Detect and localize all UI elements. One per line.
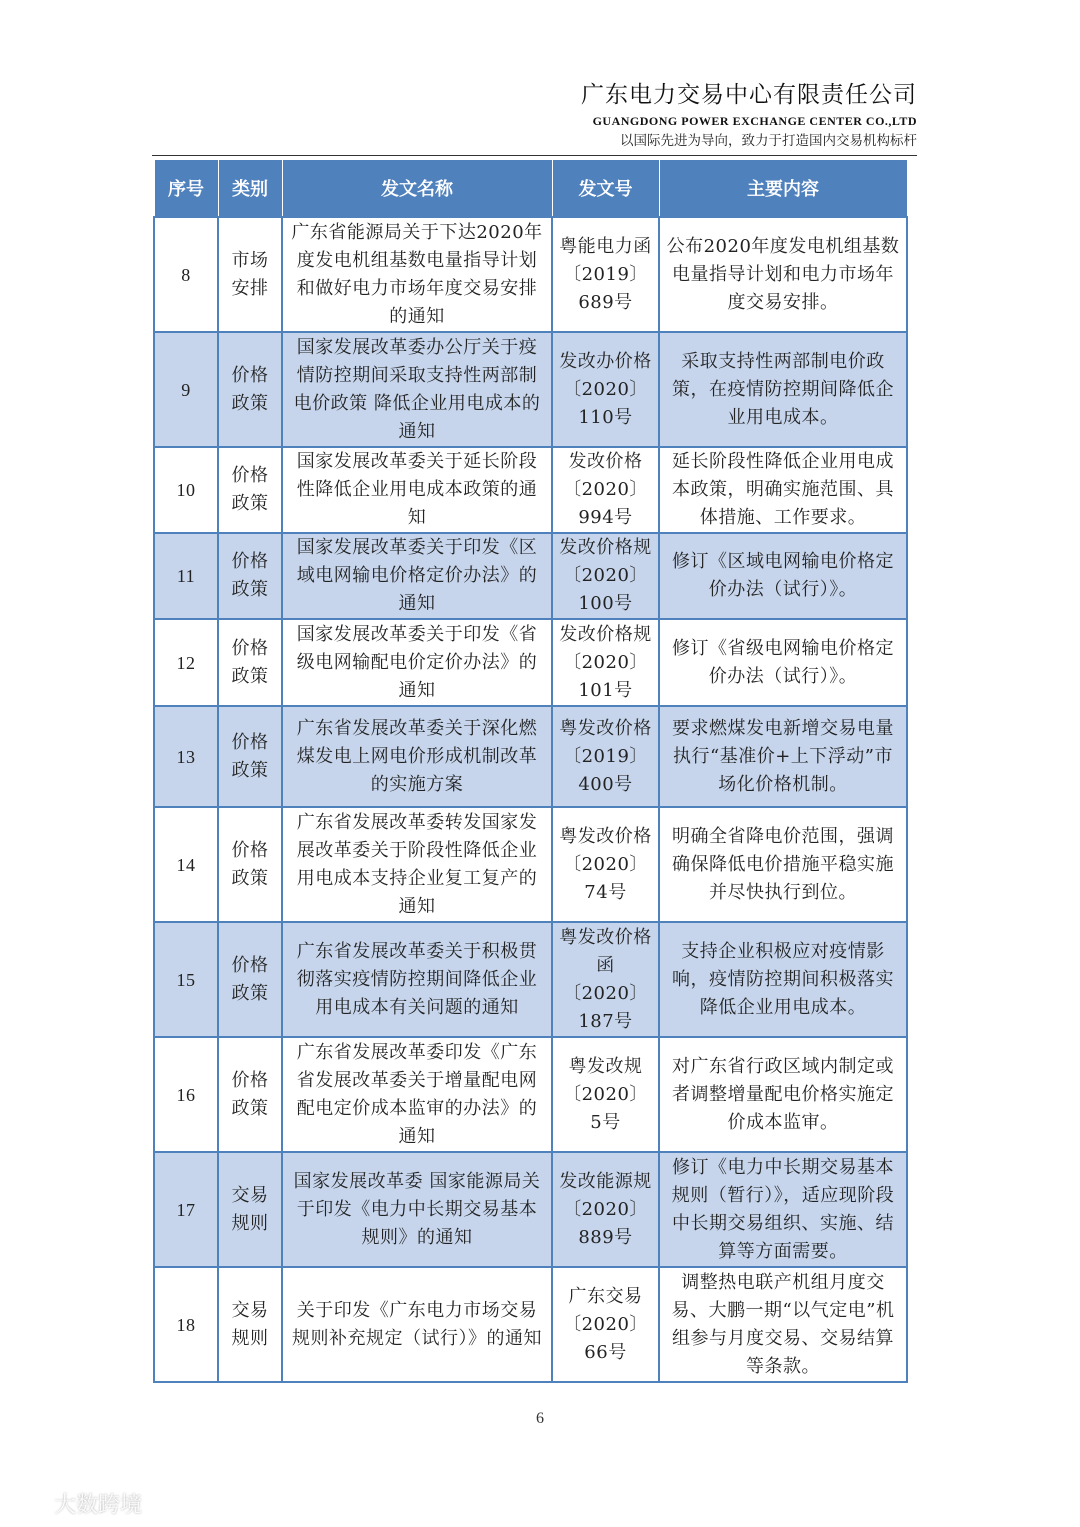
- column-header-category: 类别: [218, 160, 282, 218]
- row-category: 价格政策: [218, 922, 282, 1037]
- row-category: 价格政策: [218, 807, 282, 922]
- row-title: 广东省发展改革委转发国家发展改革委关于阶段性降低企业用电成本支持企业复工复产的通知: [282, 807, 552, 922]
- row-title: 关于印发《广东电力市场交易规则补充规定（试行）》的通知: [282, 1267, 552, 1382]
- watermark-text: 大数跨境: [54, 1493, 143, 1518]
- row-category: 交易规则: [218, 1152, 282, 1267]
- row-title: 国家发展改革委关于印发《省级电网输配电价定价办法》的通知: [282, 619, 552, 706]
- row-content: 明确全省降电价范围，强调确保降低电价措施平稳实施并尽快执行到位。: [659, 807, 907, 922]
- column-header-title: 发文名称: [282, 160, 552, 218]
- row-num: 10: [154, 447, 218, 533]
- company-slogan: 以国际先进为导向，致力于打造国内交易机构标杆: [620, 133, 917, 149]
- row-content: 支持企业积极应对疫情影响，疫情防控期间积极落实降低企业用电成本。: [659, 922, 907, 1037]
- row-content: 对广东省行政区域内制定或者调整增量配电价格实施定价成本监审。: [659, 1037, 907, 1152]
- row-category: 交易规则: [218, 1267, 282, 1382]
- row-title: 广东省能源局关于下达2020年度发电机组基数电量指导计划和做好电力市场年度交易安排的通知: [282, 217, 552, 332]
- row-category: 市场安排: [218, 217, 282, 332]
- row-content: 延长阶段性降低企业用电成本政策，明确实施范围、具体措施、工作要求。: [659, 447, 907, 533]
- watermark-logo-icon: [8, 1491, 50, 1517]
- row-title: 国家发展改革委 国家能源局关于印发《电力中长期交易基本规则》的通知: [282, 1152, 552, 1267]
- table-row: [154, 447, 907, 533]
- table-row: [154, 533, 907, 619]
- row-doc-no: 发改能源规〔2020〕889号: [552, 1152, 659, 1267]
- row-doc-no: 粤发改价格〔2019〕400号: [552, 706, 659, 807]
- row-doc-no: 广东交易〔2020〕66号: [552, 1267, 659, 1382]
- row-num: 11: [154, 533, 218, 619]
- row-num: 16: [154, 1037, 218, 1152]
- row-title: 广东省发展改革委关于积极贯彻落实疫情防控期间降低企业用电成本有关问题的通知: [282, 922, 552, 1037]
- table-row: [154, 1037, 907, 1152]
- company-name-cn: 广东电力交易中心有限责任公司: [581, 82, 917, 108]
- row-doc-no: 发改办价格〔2020〕110号: [552, 332, 659, 447]
- row-doc-no: 粤发改规〔2020〕5号: [552, 1037, 659, 1152]
- row-category: 价格政策: [218, 619, 282, 706]
- header-divider: [152, 155, 917, 156]
- table-row: [154, 807, 907, 922]
- row-num: 13: [154, 706, 218, 807]
- policy-table: [153, 159, 908, 1383]
- row-doc-no: 发改价格规〔2020〕101号: [552, 619, 659, 706]
- row-title: 国家发展改革委关于印发《区域电网输电价格定价办法》的通知: [282, 533, 552, 619]
- row-num: 18: [154, 1267, 218, 1382]
- row-doc-no: 粤发改价格函〔2020〕187号: [552, 922, 659, 1037]
- row-doc-no: 发改价格规〔2020〕100号: [552, 533, 659, 619]
- row-num: 9: [154, 332, 218, 447]
- row-title: 国家发展改革委办公厅关于疫情防控期间采取支持性两部制电价政策 降低企业用电成本的通知: [282, 332, 552, 447]
- row-content: 调整热电联产机组月度交易、大鹏一期“以气定电”机组参与月度交易、交易结算等条款。: [659, 1267, 907, 1382]
- row-category: 价格政策: [218, 1037, 282, 1152]
- row-category: 价格政策: [218, 447, 282, 533]
- row-title: 广东省发展改革委关于深化燃煤发电上网电价形成机制改革的实施方案: [282, 706, 552, 807]
- table-row: [154, 332, 907, 447]
- row-title: 国家发展改革委关于延长阶段性降低企业用电成本政策的通知: [282, 447, 552, 533]
- table-row: [154, 1152, 907, 1267]
- row-doc-no: 粤发改价格〔2020〕74号: [552, 807, 659, 922]
- row-num: 15: [154, 922, 218, 1037]
- row-doc-no: 发改价格〔2020〕994号: [552, 447, 659, 533]
- table-row: [154, 706, 907, 807]
- watermark: [8, 1488, 142, 1519]
- row-category: 价格政策: [218, 706, 282, 807]
- row-num: 17: [154, 1152, 218, 1267]
- row-content: 修订《区域电网输电价格定价办法（试行）》。: [659, 533, 907, 619]
- company-name-en: GUANGDONG POWER EXCHANGE CENTER CO.,LTD: [592, 114, 917, 128]
- table-row: [154, 1267, 907, 1382]
- row-doc-no: 粤能电力函〔2019〕689号: [552, 217, 659, 332]
- row-content: 要求燃煤发电新增交易电量执行“基准价+上下浮动”市场化价格机制。: [659, 706, 907, 807]
- table-row: [154, 619, 907, 706]
- row-title: 广东省发展改革委印发《广东省发展改革委关于增量配电网配电定价成本监审的办法》的通知: [282, 1037, 552, 1152]
- column-header-content: 主要内容: [659, 160, 907, 218]
- row-content: 公布2020年度发电机组基数电量指导计划和电力市场年度交易安排。: [659, 217, 907, 332]
- table-row: [154, 922, 907, 1037]
- table-row: [154, 217, 907, 332]
- row-num: 14: [154, 807, 218, 922]
- column-header-doc-no: 发文号: [552, 160, 659, 218]
- row-content: 修订《电力中长期交易基本规则（暂行）》，适应现阶段中长期交易组织、实施、结算等方面需要。: [659, 1152, 907, 1267]
- row-num: 12: [154, 619, 218, 706]
- row-category: 价格政策: [218, 332, 282, 447]
- row-content: 修订《省级电网输电价格定价办法（试行）》。: [659, 619, 907, 706]
- table-header-row: [154, 160, 907, 218]
- document-header: [581, 80, 917, 151]
- page-number: 6: [536, 1410, 544, 1427]
- column-header-num: 序号: [154, 160, 218, 218]
- row-num: 8: [154, 217, 218, 332]
- row-category: 价格政策: [218, 533, 282, 619]
- row-content: 采取支持性两部制电价政策，在疫情防控期间降低企业用电成本。: [659, 332, 907, 447]
